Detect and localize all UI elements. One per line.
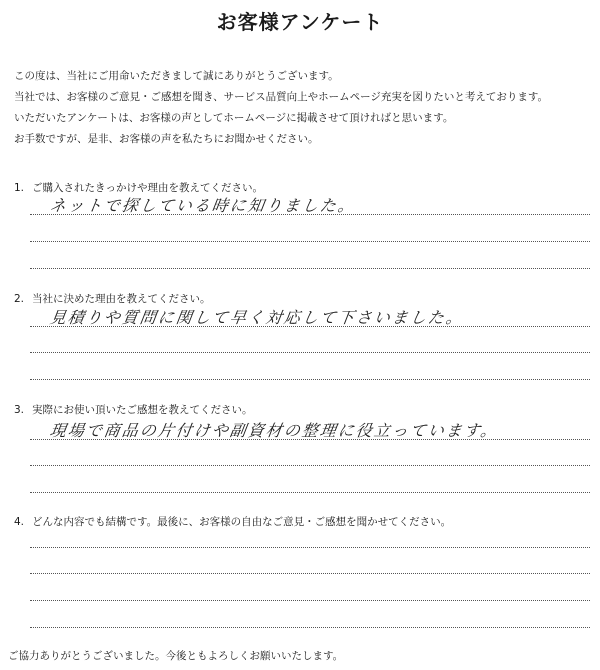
intro-paragraph: [14, 66, 594, 150]
answer-line: [30, 439, 590, 440]
question-4: [14, 514, 451, 529]
answer-line: [30, 268, 590, 269]
answer-3: [48, 418, 500, 441]
question-text: 実際にお使い頂いたご感想を教えてください。: [32, 404, 253, 416]
question-text: ご購入されたきっかけや理由を教えてください。: [32, 182, 263, 194]
intro-line: お手数ですが、是非、お客様の声を私たちにお聞かせください。: [14, 133, 319, 145]
answer-line: [30, 326, 590, 327]
answer-line: [30, 241, 590, 242]
intro-line: いただいたアンケートは、お客様の声としてホームページに掲載させて頂ければと思います。: [14, 112, 454, 124]
question-number: 3.: [14, 404, 25, 416]
handwritten-answer: 見積りや質問に関して早く対応して下さいました。: [48, 308, 466, 327]
answer-line: [30, 379, 590, 380]
handwritten-answer: ネットで探している時に知りました。: [48, 196, 358, 215]
question-number: 2.: [14, 293, 25, 305]
question-number: 4.: [14, 516, 25, 528]
question-text: どんな内容でも結構です。最後に、お客様の自由なご意見・ご感想を聞かせてください。: [32, 516, 452, 528]
answer-2: [48, 305, 465, 328]
intro-line: この度は、当社にご用命いただきまして誠にありがとうございます。: [14, 70, 339, 82]
question-3: [14, 402, 253, 417]
answer-line: [30, 492, 590, 493]
closing-message: ご協力ありがとうございました。今後ともよろしくお願いいたします。: [8, 650, 344, 662]
answer-line: [30, 352, 590, 353]
handwritten-answer: 現場で商品の片付けや副資材の整理に役立っています。: [48, 421, 500, 440]
answer-line: [30, 465, 590, 466]
question-2: [14, 291, 211, 306]
answer-line: [30, 547, 590, 548]
page-title: お客様アンケート: [216, 10, 384, 34]
answer-line: [30, 214, 590, 215]
intro-line: 当社では、お客様のご意見・ご感想を聞き、サービス品質向上やホームページ充実を図りたいと考えております。: [14, 91, 549, 103]
answer-line: [30, 627, 590, 628]
question-number: 1.: [14, 182, 25, 194]
question-text: 当社に決めた理由を教えてください。: [32, 293, 211, 305]
answer-line: [30, 600, 590, 601]
answer-1: [48, 193, 357, 216]
answer-line: [30, 573, 590, 574]
